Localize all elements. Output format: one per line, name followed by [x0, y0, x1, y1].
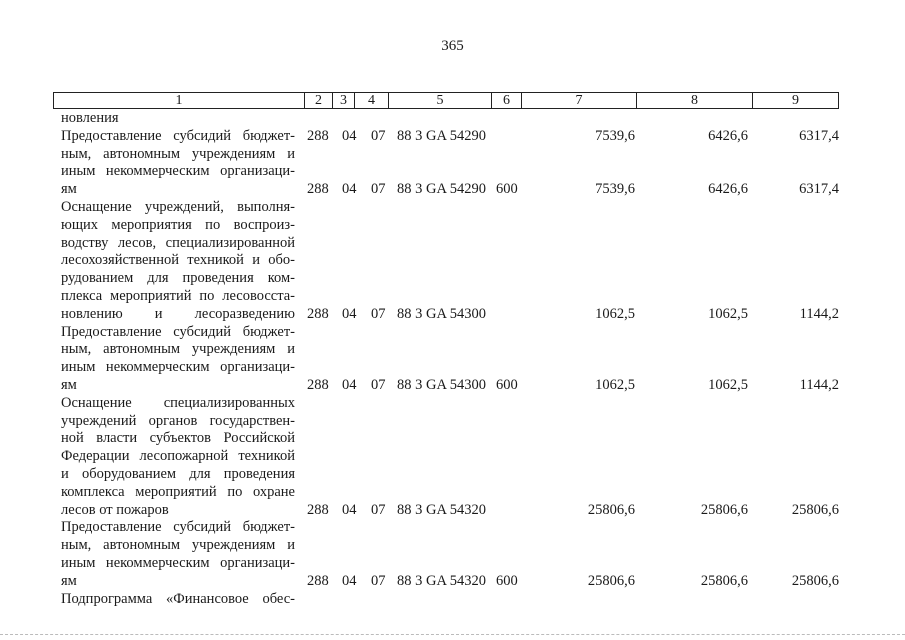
- row-code-subsection: 04: [342, 181, 357, 198]
- row-name-cell: [61, 306, 295, 377]
- row-amount-col8: 1062,5: [708, 305, 748, 322]
- row-amount-col7: 1062,5: [595, 377, 635, 393]
- row-name-line: новлению и лесоразведению: [61, 305, 295, 322]
- header-col-7: 7: [521, 93, 636, 108]
- row-name-line: Оснащение учреждений, выполня-: [61, 198, 295, 215]
- table-row: [0, 573, 905, 609]
- row-name-line: ющих мероприятия по воспроиз-: [61, 216, 295, 233]
- row-code-target: 88 3 GA 54320: [397, 501, 487, 518]
- row-name-line: рудованием для проведения ком-: [61, 270, 295, 287]
- row-code-target: 88 3 GA 54320: [397, 572, 487, 589]
- row-code-chapter: 07: [371, 305, 386, 322]
- row-name-line: ной власти субъектов Российской: [61, 430, 295, 447]
- row-code-chapter: 07: [371, 181, 386, 198]
- row-code-subsection: 04: [342, 305, 357, 322]
- table-row: [0, 181, 905, 306]
- row-code-chapter: 07: [371, 572, 386, 589]
- row-code-subsection: 04: [342, 572, 357, 589]
- row-code-section: 288: [307, 572, 329, 589]
- row-name-cell: [61, 573, 295, 609]
- row-name-line: и оборудованием для проведения: [61, 465, 295, 482]
- header-col-2: 2: [304, 93, 332, 108]
- row-name-line: ным, автономным учреждениям и: [61, 341, 295, 358]
- row-amount-col7: 25806,6: [587, 501, 635, 518]
- row-amount-col8: 1062,5: [708, 377, 748, 393]
- row-amount-col7: 7539,6: [595, 127, 635, 144]
- row-name-line: Предоставление субсидий бюджет-: [61, 323, 295, 340]
- header-col-4: 4: [354, 93, 388, 108]
- row-amount-col8: 6426,6: [708, 127, 748, 144]
- row-name-line: ным, автономным учреждениям и: [61, 145, 295, 162]
- row-name-line: ям: [61, 377, 77, 393]
- table-row: [0, 110, 905, 181]
- row-name-cell: [61, 502, 295, 573]
- row-code-expense-type: 600: [496, 572, 518, 589]
- row-code-section: 288: [307, 377, 329, 393]
- row-code-section: 288: [307, 181, 329, 198]
- row-code-chapter: 07: [371, 377, 386, 393]
- row-code-chapter: 07: [371, 501, 386, 518]
- row-amount-col8: 6426,6: [708, 181, 748, 198]
- row-name-line: лесов от пожаров: [61, 501, 169, 518]
- row-code-subsection: 04: [342, 127, 357, 144]
- header-col-1: 1: [175, 93, 183, 108]
- row-code-section: 288: [307, 127, 329, 144]
- header-col-6: 6: [491, 93, 521, 108]
- row-name-line: иным некоммерческим организаци-: [61, 163, 295, 180]
- table-row: [0, 502, 905, 573]
- row-amount-col8: 25806,6: [700, 501, 748, 518]
- row-name-line: Предоставление субсидий бюджет-: [61, 519, 295, 536]
- row-code-target: 88 3 GA 54300: [397, 377, 487, 393]
- row-name-line: Оснащение специализированных: [61, 394, 295, 411]
- row-amount-col7: 1062,5: [595, 305, 635, 322]
- header-col-5: 5: [388, 93, 491, 108]
- row-amount-col7: 25806,6: [587, 572, 635, 589]
- row-code-expense-type: 600: [496, 377, 518, 393]
- row-amount-col9: 6317,4: [799, 181, 839, 198]
- table-header: [53, 92, 839, 109]
- row-amount-col9: 25806,6: [791, 572, 839, 589]
- row-name-line: Федерации лесопожарной техникой: [61, 448, 295, 465]
- row-name-line: новления: [61, 110, 119, 126]
- row-name-line: плекса мероприятий по лесовосста-: [61, 287, 295, 304]
- row-code-target: 88 3 GA 54290: [397, 127, 487, 144]
- page-bottom-edge: [0, 634, 905, 635]
- row-amount-col8: 25806,6: [700, 572, 748, 589]
- row-name-line: водству лесов, специализированной: [61, 234, 295, 251]
- row-name-cell: [61, 181, 295, 306]
- row-name-line: ям: [61, 181, 77, 198]
- row-code-chapter: 07: [371, 127, 386, 144]
- row-code-section: 288: [307, 305, 329, 322]
- row-name-line: лесохозяйственной техникой и обо-: [61, 252, 295, 269]
- row-name-line: комплекса мероприятий по охране: [61, 483, 295, 500]
- row-name-cell: [61, 377, 295, 502]
- page-number: 365: [441, 38, 464, 54]
- row-code-expense-type: 600: [496, 181, 518, 198]
- header-col-3: 3: [332, 93, 354, 108]
- header-col-9: 9: [752, 93, 838, 108]
- row-amount-col9: 6317,4: [799, 127, 839, 144]
- row-amount-col9: 1144,2: [799, 305, 839, 322]
- row-amount-col9: 25806,6: [791, 501, 839, 518]
- row-name-line: ям: [61, 572, 77, 589]
- row-name-line: иным некоммерческим организаци-: [61, 554, 295, 571]
- row-code-target: 88 3 GA 54290: [397, 181, 487, 198]
- row-name-line: Подпрограмма «Финансовое обес-: [61, 590, 295, 607]
- row-name-line: Предоставление субсидий бюджет-: [61, 127, 295, 144]
- row-name-line: ным, автономным учреждениям и: [61, 537, 295, 554]
- row-code-subsection: 04: [342, 501, 357, 518]
- row-amount-col7: 7539,6: [595, 181, 635, 198]
- row-name-cell: [61, 110, 295, 181]
- table-row: [0, 377, 905, 502]
- table-row: [0, 306, 905, 377]
- row-name-line: иным некоммерческим организаци-: [61, 359, 295, 376]
- row-code-subsection: 04: [342, 377, 357, 393]
- row-name-line: учреждений органов государствен-: [61, 412, 295, 429]
- row-amount-col9: 1144,2: [799, 377, 839, 393]
- header-col-8: 8: [636, 93, 752, 108]
- row-code-target: 88 3 GA 54300: [397, 305, 487, 322]
- row-code-section: 288: [307, 501, 329, 518]
